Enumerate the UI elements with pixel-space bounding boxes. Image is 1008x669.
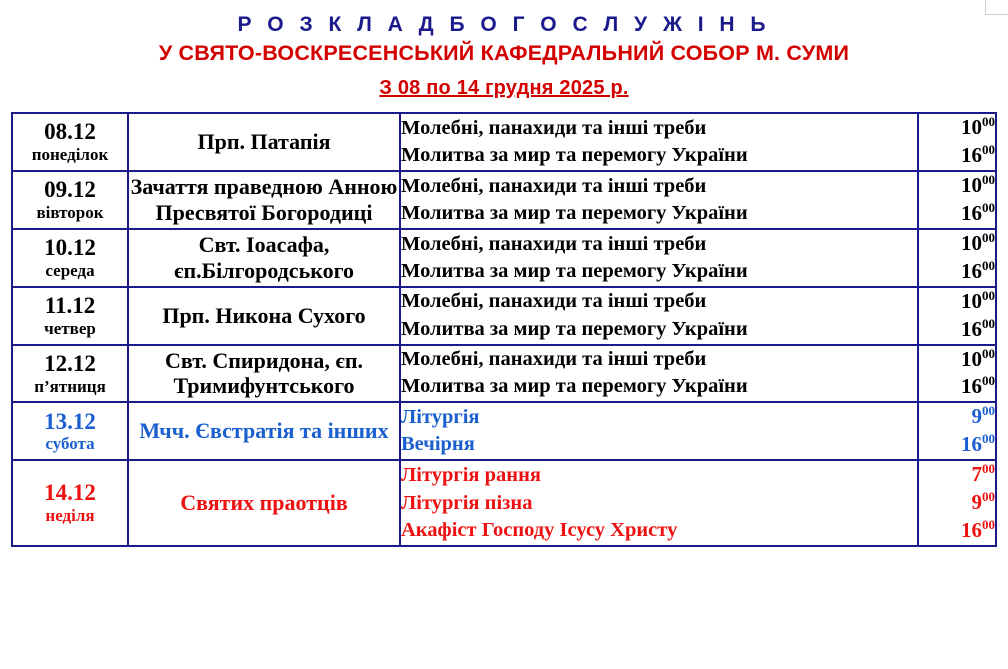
table-row <box>12 113 996 171</box>
weekday-label: середа <box>45 260 95 280</box>
service-line: Молитва за мир та перемогу України <box>401 375 748 398</box>
time-line <box>919 431 995 459</box>
time-cell <box>918 287 996 345</box>
date-number: 08.12 <box>44 119 96 145</box>
time-line <box>919 346 995 374</box>
service-cell <box>400 171 918 229</box>
schedule-table <box>11 112 997 547</box>
time-line <box>919 373 995 401</box>
time-line <box>919 288 995 316</box>
time-minutes: 00 <box>982 257 995 273</box>
time-line <box>919 172 995 200</box>
time-minutes: 00 <box>982 345 995 361</box>
date-cell <box>12 171 128 229</box>
date-range: З 08 по 14 грудня 2025 р. <box>379 77 629 100</box>
time-minutes: 00 <box>982 287 995 303</box>
time-hour: 10 <box>961 115 982 140</box>
service-line: Молитва за мир та перемогу України <box>401 259 748 282</box>
time-hour: 10 <box>961 230 982 255</box>
feast-cell: Свт. Спиридона, єп. Тримифунтського <box>128 345 400 403</box>
time-hour: 10 <box>961 173 982 198</box>
time-hour: 16 <box>961 518 982 543</box>
time-minutes: 00 <box>982 489 995 505</box>
time-cell <box>918 229 996 287</box>
time-hour: 9 <box>971 490 982 515</box>
table-row <box>12 287 996 345</box>
time-hour: 16 <box>961 143 982 168</box>
service-line: Молебні, панахиди та інші треби <box>401 348 707 371</box>
time-minutes: 00 <box>982 315 995 331</box>
service-line: Вечірня <box>401 433 475 456</box>
table-row <box>12 460 996 546</box>
time-hour: 9 <box>971 404 982 429</box>
feast-cell: Святих праотців <box>128 460 400 546</box>
date-cell <box>12 460 128 546</box>
page-subtitle: У СВЯТО-ВОСКРЕСЕНСЬКИЙ КАФЕДРАЛЬНИЙ СОБОР М. СУМИ <box>158 41 850 66</box>
time-hour: 10 <box>961 288 982 313</box>
time-cell <box>918 171 996 229</box>
service-line: Літургія рання <box>401 464 542 487</box>
service-cell <box>400 287 918 345</box>
time-minutes: 00 <box>982 172 995 188</box>
time-minutes: 00 <box>982 199 995 215</box>
time-line <box>919 489 995 517</box>
date-number: 10.12 <box>44 235 96 261</box>
date-cell <box>12 113 128 171</box>
page-corner-mark <box>985 0 1008 15</box>
date-cell <box>12 345 128 403</box>
feast-cell: Прп. Патапія <box>128 113 400 171</box>
service-line: Молебні, панахиди та інші треби <box>401 174 707 197</box>
date-cell <box>12 287 128 345</box>
time-line <box>919 403 995 431</box>
time-hour: 16 <box>961 374 982 399</box>
service-cell <box>400 402 918 460</box>
service-line: Молитва за мир та перемогу України <box>401 317 748 340</box>
time-minutes: 00 <box>982 403 995 419</box>
table-row <box>12 171 996 229</box>
date-number: 14.12 <box>44 480 96 506</box>
weekday-label: п’ятниця <box>34 376 106 396</box>
time-minutes: 00 <box>982 229 995 245</box>
time-minutes: 00 <box>982 517 995 533</box>
date-number: 12.12 <box>44 350 96 376</box>
time-line <box>919 258 995 286</box>
service-line: Акафіст Господу Ісусу Христу <box>401 518 678 541</box>
time-hour: 10 <box>961 346 982 371</box>
service-line: Молебні, панахиди та інші треби <box>401 290 707 313</box>
time-line <box>919 461 995 489</box>
time-line <box>919 142 995 170</box>
table-row <box>12 345 996 403</box>
service-line: Молитва за мир та перемогу України <box>401 144 748 167</box>
time-line <box>919 200 995 228</box>
weekday-label: четвер <box>44 318 96 338</box>
feast-cell: Зачаття праведною Анною Пресвятої Богородиці <box>128 171 400 229</box>
feast-cell: Прп. Никона Сухого <box>128 287 400 345</box>
table-row <box>12 229 996 287</box>
time-minutes: 00 <box>982 461 995 477</box>
time-cell <box>918 460 996 546</box>
time-hour: 16 <box>961 258 982 283</box>
date-cell <box>12 402 128 460</box>
time-hour: 7 <box>971 462 982 487</box>
service-line: Літургія <box>401 406 480 429</box>
service-line: Літургія пізна <box>401 491 533 514</box>
time-minutes: 00 <box>982 373 995 389</box>
time-line <box>919 316 995 344</box>
weekday-label: субота <box>45 434 95 454</box>
date-number: 13.12 <box>44 408 96 434</box>
time-minutes: 00 <box>982 114 995 130</box>
time-minutes: 00 <box>982 142 995 158</box>
table-row <box>12 402 996 460</box>
time-line <box>919 230 995 258</box>
page-header <box>0 0 1008 100</box>
service-cell <box>400 229 918 287</box>
time-hour: 16 <box>961 432 982 457</box>
time-hour: 16 <box>961 316 982 341</box>
service-line: Молебні, панахиди та інші треби <box>401 116 707 139</box>
service-cell <box>400 113 918 171</box>
feast-cell: Мчч. Євстратія та інших <box>128 402 400 460</box>
date-number: 11.12 <box>44 292 96 318</box>
weekday-label: неділя <box>45 506 95 526</box>
service-line: Молитва за мир та перемогу України <box>401 201 748 224</box>
service-cell <box>400 460 918 546</box>
date-number: 09.12 <box>44 177 96 203</box>
weekday-label: понеділок <box>31 145 109 165</box>
time-cell <box>918 113 996 171</box>
date-cell <box>12 229 128 287</box>
weekday-label: вівторок <box>36 203 104 223</box>
time-line <box>919 517 995 545</box>
time-minutes: 00 <box>982 431 995 447</box>
service-cell <box>400 345 918 403</box>
time-cell <box>918 345 996 403</box>
time-hour: 16 <box>961 200 982 225</box>
time-cell <box>918 402 996 460</box>
service-line: Молебні, панахиди та інші треби <box>401 232 707 255</box>
feast-cell: Свт. Іоасафа, єп.Білгородського <box>128 229 400 287</box>
time-line <box>919 114 995 142</box>
page-title: Р О З К Л А Д Б О Г О С Л У Ж І Н Ь <box>237 13 771 36</box>
